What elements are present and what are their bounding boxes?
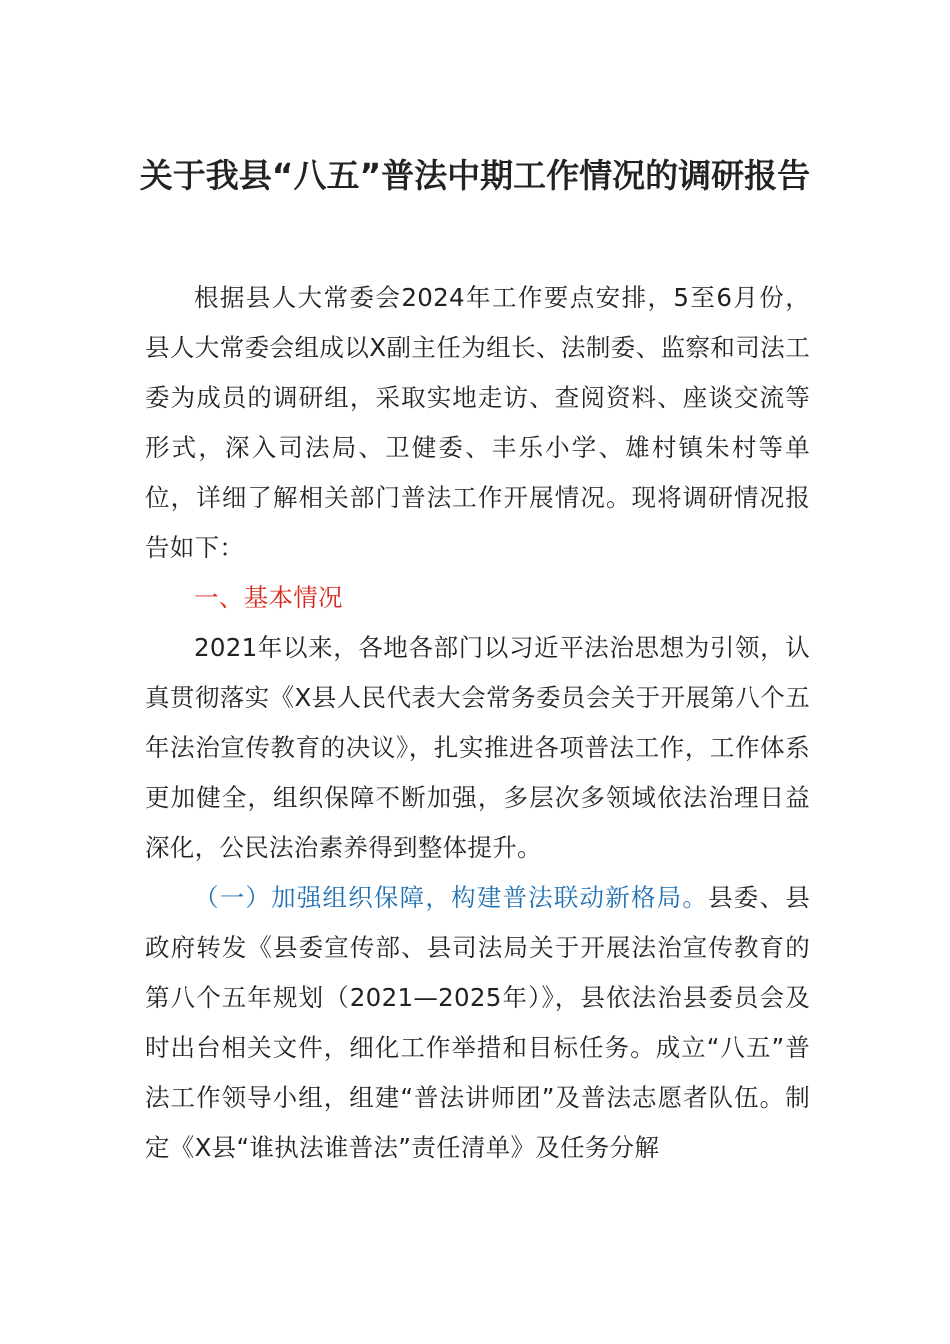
subsection1-heading: （一）加强组织保障，构建普法联动新格局。 [194, 883, 709, 912]
document-title: 关于我县“八五”普法中期工作情况的调研报告 [139, 156, 811, 195]
intro-paragraph: 根据县人大常委会2024年工作要点安排，5至6月份，县人大常委会组成以X副主任为组长、法制委、监察和司法工委为成员的调研组，采取实地走访、查阅资料、座谈交流等形式，深入司法局、卫健委、丰乐小学、雄村镇朱村等单位，详细了解相关部门普法工作开展情况。现将调研情况报告如下： [145, 283, 810, 562]
subsection1-paragraph [145, 873, 810, 1173]
section-heading-basic-situation: 一、基本情况 [194, 583, 343, 612]
document-body [145, 273, 810, 1173]
section1-paragraph: 2021年以来，各地各部门以习近平法治思想为引领，认真贯彻落实《X县人民代表大会常务委员会关于开展第八个五年法治宣传教育的决议》，扎实推进各项普法工作，工作体系更加健全，组织保障不断加强，多层次多领域依法治理日益深化，公民法治素养得到整体提升。 [145, 633, 810, 862]
subsection1-text: 县委、县政府转发《县委宣传部、县司法局关于开展法治宣传教育的第八个五年规划（2021—2025年）》，县依法治县委员会及时出台相关文件，细化工作举措和目标任务。成立“八五”普法工作领导小组，组建“普法讲师团”及普法志愿者队伍。制定《X县“谁执法谁普法”责任清单》及任务分解 [145, 883, 811, 1162]
